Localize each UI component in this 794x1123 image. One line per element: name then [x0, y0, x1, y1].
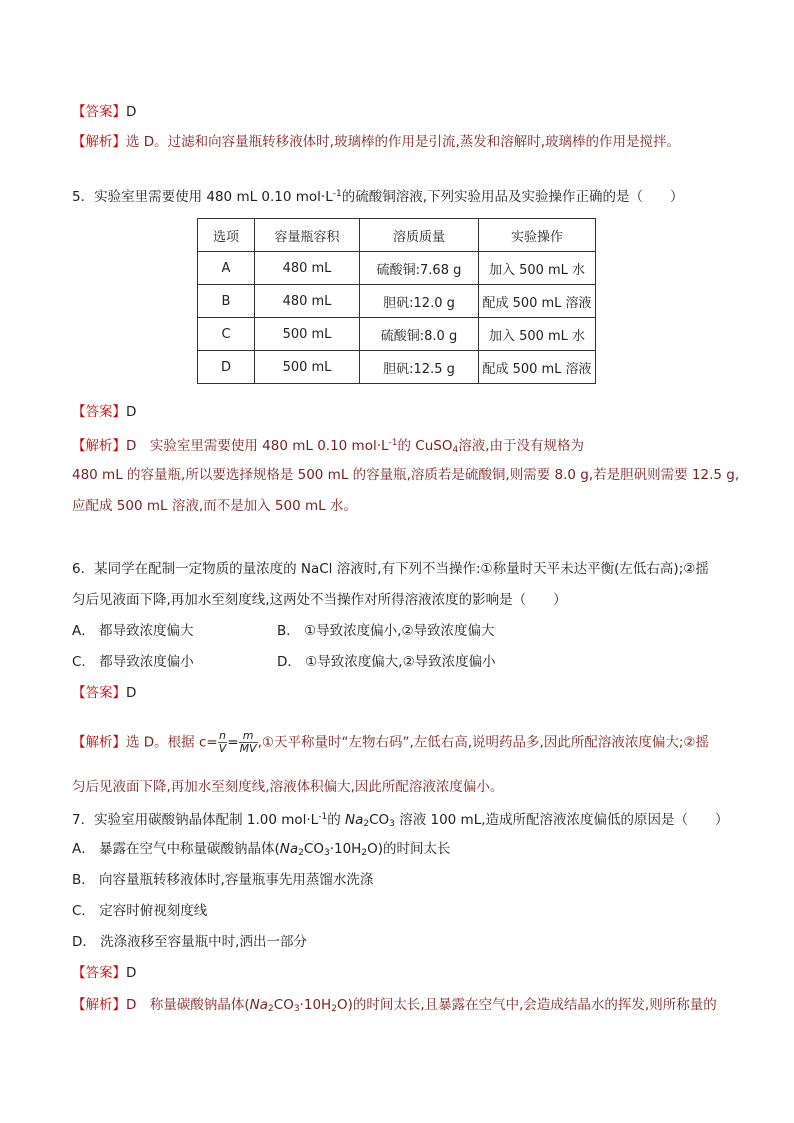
q7-analysis [72, 996, 717, 1018]
option-d: D． ①导致浓度偏大,②导致浓度偏小 [277, 654, 496, 670]
option-c: C． 都导致浓度偏小 [72, 654, 194, 670]
analysis-text: 选 D。根据 c= [126, 734, 218, 751]
answer-tag: 【答案】 [72, 685, 126, 701]
formula-co: CO [273, 997, 294, 1013]
table-cell: 配成 500 mL 溶液 [479, 285, 596, 318]
formula-sub: 3 [389, 819, 395, 829]
q7-option-c: C． 定容时俯视刻度线 [72, 903, 208, 919]
table-cell: 500 mL [255, 351, 360, 384]
fraction-numerator: m [239, 730, 258, 743]
table-cell: 加入 500 mL 水 [479, 252, 596, 285]
analysis-text: D 实验室里需要使用 480 mL 0.10 mol·L [126, 438, 389, 454]
answer-value: D [126, 404, 137, 420]
formula-na: Na [279, 841, 299, 857]
analysis-text: O)的时间太长,且暴露在空气中,会造成结晶水的挥发,则所称量的 [336, 997, 717, 1013]
answer-tag: 【答案】 [72, 404, 126, 420]
table-cell: A [198, 252, 255, 285]
formula-hydrate: ·10H [329, 841, 362, 857]
analysis-text: 的 CuSO [397, 438, 453, 454]
fraction-denominator: MV [239, 742, 257, 755]
q6-stem-line-1: 6．某同学在配制一定物质的量浓度的 NaCl 溶液时,有下列不当操作:①称量时天平未达平衡(左低右高);②摇 [72, 561, 709, 577]
q6-analysis-line-1 [72, 730, 709, 755]
table-cell: 硫酸铜:8.0 g [360, 318, 479, 351]
table-row [198, 318, 596, 351]
formula-na: Na [249, 997, 269, 1013]
table-header-row [198, 219, 596, 252]
table-header: 实验操作 [479, 219, 596, 252]
formula-sub: 2 [268, 1004, 274, 1014]
table-cell: D [198, 351, 255, 384]
table-cell: 480 mL [255, 285, 360, 318]
analysis-tag: 【解析】 [72, 134, 126, 150]
fraction-m-over-mv [239, 730, 258, 755]
answer-value: D [126, 965, 137, 981]
q7-stem-text: 的 [327, 812, 345, 828]
table-cell: 胆矾:12.0 g [360, 285, 479, 318]
answer-tag: 【答案】 [72, 104, 126, 120]
option-text: O)的时间太长 [367, 841, 451, 857]
q7-option-d: D． 洗涤液移至容量瓶中时,洒出一部分 [72, 934, 307, 950]
q6-options-row-2 [72, 653, 496, 671]
table-header: 容量瓶容积 [255, 219, 360, 252]
analysis-tag: 【解析】 [72, 997, 126, 1013]
q7-stem-text: 7．实验室用碳酸钠晶体配制 1.00 mol·L [72, 812, 319, 828]
formula-sub: 3 [323, 848, 330, 858]
table-cell: 500 mL [255, 318, 360, 351]
q5-analysis-line-1 [72, 434, 584, 459]
table-row [198, 285, 596, 318]
answer-value: D [126, 104, 137, 120]
formula-sub: 2 [363, 819, 370, 829]
fraction-numerator: n [218, 729, 226, 742]
analysis-tag: 【解析】 [72, 734, 126, 751]
fraction-n-over-v [218, 730, 228, 755]
analysis-sup: -1 [388, 438, 398, 448]
q5-stem-text: 5．实验室里需要使用 480 mL 0.10 mol·L [72, 189, 333, 205]
answer-tag: 【答案】 [72, 965, 126, 981]
table-cell: C [198, 318, 255, 351]
q4-answer [72, 103, 136, 121]
table-header: 溶质质量 [360, 219, 479, 252]
table-cell: 配成 500 mL 溶液 [479, 351, 596, 384]
q5-stem-text-2: 的硫酸铜溶液,下列实验用品及实验操作正确的是（ ） [341, 189, 684, 205]
q5-analysis-line-3: 应配成 500 mL 溶液,而不是加入 500 mL 水。 [72, 498, 357, 514]
formula-sub: 2 [361, 848, 368, 858]
table-row [198, 351, 596, 384]
formula-sub: 3 [293, 1004, 300, 1014]
formula-co: CO [303, 841, 324, 857]
analysis-tag: 【解析】 [72, 438, 126, 454]
q7-stem-text: 溶液 100 mL,造成所配溶液浓度偏低的原因是（ ） [394, 812, 729, 828]
q7-stem [72, 808, 729, 833]
q5-answer [72, 403, 136, 421]
analysis-text: D 称量碳酸钠晶体( [126, 997, 250, 1013]
q5-stem-sup: -1 [332, 189, 342, 199]
q7-stem-sup: -1 [318, 812, 328, 822]
equals-sign: = [227, 734, 239, 751]
formula-sub: 2 [331, 1004, 337, 1014]
analysis-text: ,①天平称量时“左物右码”,左低右高,说明药品多,因此所配溶液浓度偏大;②摇 [257, 734, 709, 751]
q5-analysis-line-2: 480 mL 的容量瓶,所以要选择规格是 500 mL 的容量瓶,溶质若是硫酸铜,则需要 8.0 g,若是胆矾则需要 12.5 g, [72, 467, 740, 483]
q6-analysis-line-2: 匀后见液面下降,再加水至刻度线,溶液体积偏大,因此所配溶液浓度偏小。 [72, 779, 504, 795]
q5-table [197, 218, 596, 384]
option-a: A． 都导致浓度偏大 [72, 623, 194, 639]
q7-option-a [72, 840, 450, 862]
table-cell: 480 mL [255, 252, 360, 285]
table-header: 选项 [198, 219, 255, 252]
table-cell: 胆矾:12.5 g [360, 351, 479, 384]
formula-sub: 2 [298, 848, 304, 858]
option-text: A． 暴露在空气中称量碳酸钠晶体( [72, 841, 280, 857]
fraction-denominator: V [218, 742, 227, 755]
table-row [198, 252, 596, 285]
analysis-text: 选 D。过滤和向容量瓶转移液体时,玻璃棒的作用是引流,蒸发和溶解时,玻璃棒的作用是搅拌。 [126, 134, 681, 150]
q7-option-b: B． 向容量瓶转移液体时,容量瓶事先用蒸馏水洗涤 [72, 872, 374, 888]
table-cell: B [198, 285, 255, 318]
answer-value: D [126, 685, 137, 701]
q6-stem-line-2: 匀后见液面下降,再加水至刻度线,这两处不当操作对所得溶液浓度的影响是（ ） [72, 592, 567, 608]
formula-hydrate: ·10H [299, 997, 332, 1013]
analysis-text: 溶液,由于没有规格为 [458, 438, 585, 454]
q7-answer [72, 964, 136, 982]
formula-co: CO [369, 812, 390, 828]
option-b: B． ①导致浓度偏小,②导致浓度偏大 [277, 623, 495, 639]
table-cell: 加入 500 mL 水 [479, 318, 596, 351]
q4-analysis [72, 133, 680, 151]
q6-answer [72, 684, 136, 702]
q6-options-row-1 [72, 622, 495, 640]
formula-na: Na [345, 812, 364, 828]
analysis-sub: 4 [452, 445, 459, 455]
q5-stem [72, 185, 684, 206]
table-cell: 硫酸铜:7.68 g [360, 252, 479, 285]
